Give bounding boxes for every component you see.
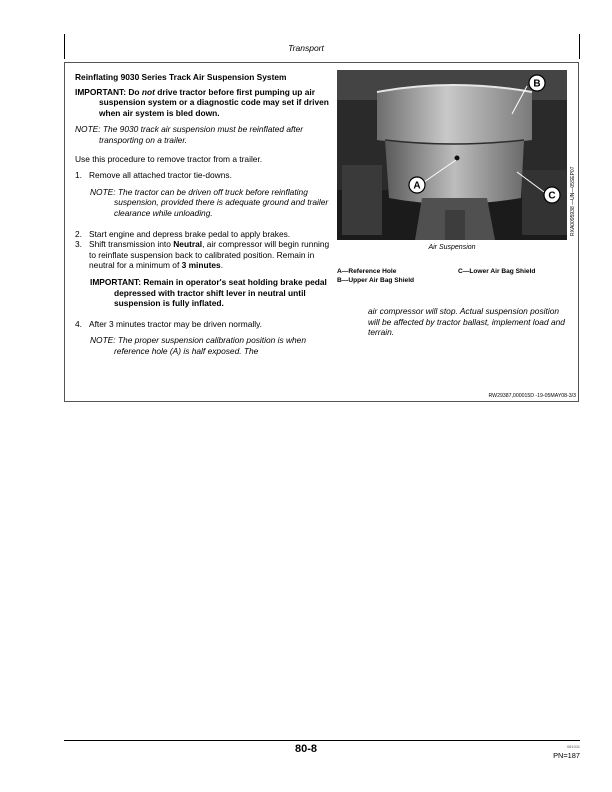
footer-rule — [64, 740, 580, 741]
callout-b: B — [533, 78, 541, 90]
step-3: 3. Shift transmission into Neutral, air compressor will begin running to reinflate suspension back to calibrated position. Remain in neutral for a minimum of 3 minutes. — [75, 239, 330, 271]
procedure-title: Reinflating 9030 Series Track Air Suspension System — [75, 72, 287, 82]
legend-b: B—Upper Air Bag Shield — [337, 277, 415, 284]
note-calibration: NOTE: The proper suspension calibration position is when reference hole (A) is half exposed. The — [90, 335, 306, 356]
step-4: 4. After 3 minutes tractor may be driven normally. — [75, 318, 262, 329]
step-1: 1. Remove all attached tractor tie-downs. — [75, 170, 232, 181]
note-calibration-continued: air compressor will stop. Actual suspension position will be affected by tractor ballast, implement load and terrain. — [368, 306, 565, 338]
procedure-column — [75, 72, 330, 356]
reference-code: RW29387,000015D -19-05MAY08-3/3 — [488, 393, 576, 399]
section-title: Transport — [288, 43, 324, 53]
intro-text: Use this procedure to remove tractor from a trailer. — [75, 153, 263, 164]
note-drive-off: NOTE: The tractor can be driven off truck before reinflating suspension, provided there is adequate ground and trailer clearance while unloading. — [90, 186, 329, 218]
photo-id: RXA0095938 —UN—05SEP07 — [570, 166, 576, 236]
legend-a: A—Reference Hole — [337, 268, 397, 275]
note-reinflate: NOTE: The 9030 track air suspension must be reinflated after transporting on a trailer. — [75, 124, 304, 145]
footer-pn: PN=187 — [553, 751, 580, 760]
air-suspension-photo — [337, 70, 567, 240]
step-2: 2. Start engine and depress brake pedal to apply brakes. — [75, 228, 291, 239]
footer-small-code: 081011 — [566, 744, 580, 749]
air-suspension-illustration — [337, 70, 567, 240]
important-remain-seated: IMPORTANT: Remain in operator's seat holding brake pedal depressed with tractor shift lever in neutral until suspension is fully inflated. — [90, 276, 327, 309]
legend-c: C—Lower Air Bag Shield — [458, 268, 536, 275]
page-number: 80-8 — [294, 743, 318, 755]
important-pump-warning: IMPORTANT: Do not drive tractor before first pumping up air suspension system or a diagnostic code may set if driven when air system is bled down. — [75, 86, 329, 118]
figure-caption: Air Suspension — [428, 244, 476, 251]
callout-a: A — [413, 180, 421, 192]
callout-c: C — [548, 190, 556, 202]
